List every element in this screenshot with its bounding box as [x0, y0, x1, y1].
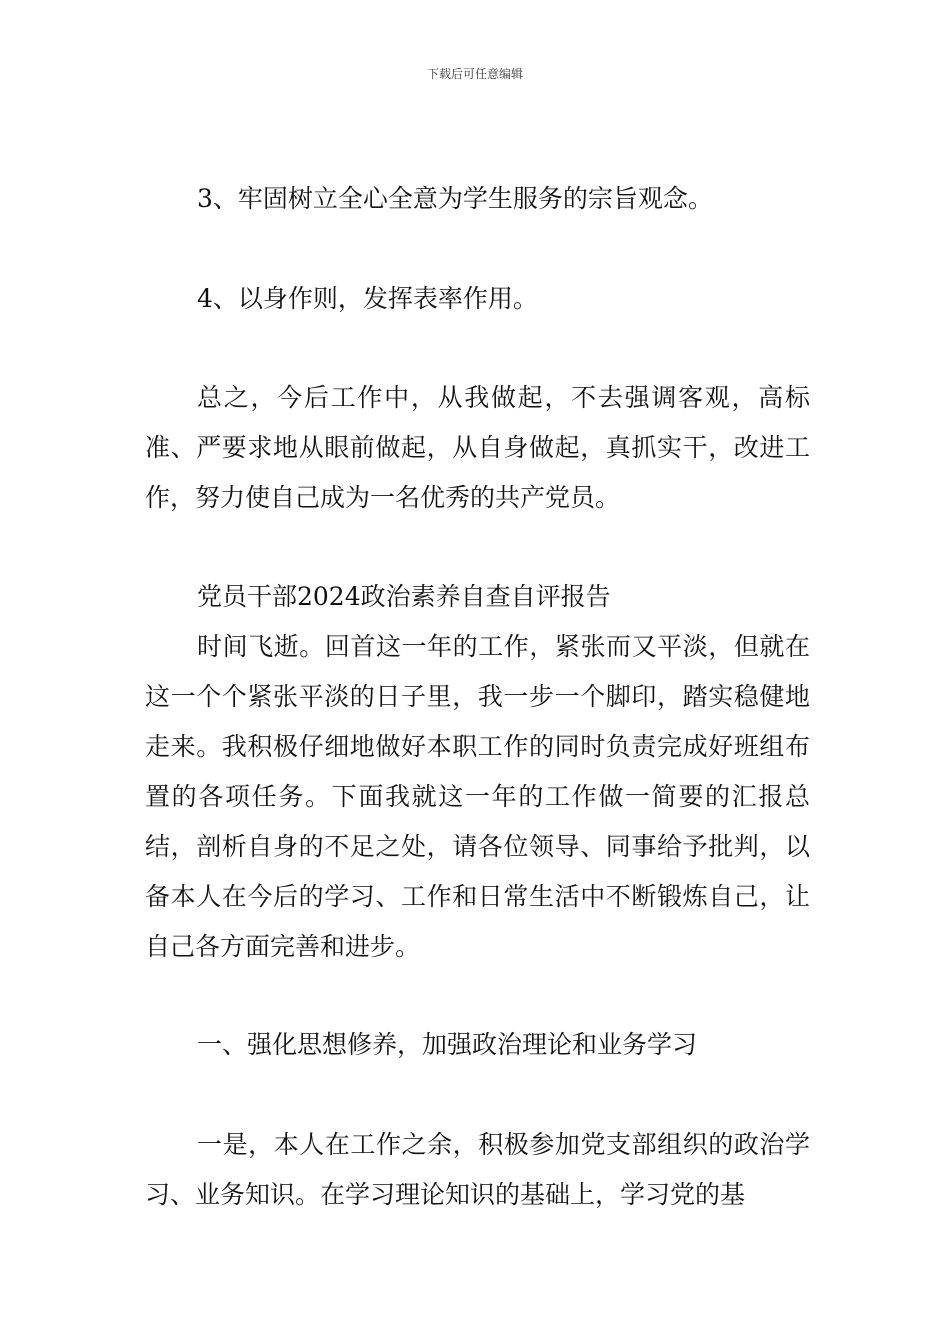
report-title: 党员干部2024政治素养自查自评报告 — [197, 582, 611, 611]
paragraph-conclusion: 总之，今后工作中，从我做起，不去强调客观，高标准、严要求地从眼前做起，从自身做起，真抓实干，改进工作，努力使自己成为一名优秀的共产党员。 — [145, 383, 810, 512]
paragraph-item-3: 3、牢固树立全心全意为学生服务的宗旨观念。 — [197, 184, 713, 213]
paragraph-item-4: 4、以身作则，发挥表率作用。 — [197, 284, 538, 313]
page-header: 下载后可任意编辑 — [426, 67, 523, 81]
paragraph-section-1-body: 一是，本人在工作之余，积极参加党支部组织的政治学习、业务知识。在学习理论知识的基础上，学习党的基 — [145, 1130, 810, 1209]
paragraph-intro: 时间飞逝。回首这一年的工作，紧张而又平淡，但就在这一个个紧张平淡的日子里，我一步一个脚印，踏实稳健地走来。我积极仔细地做好本职工作的同时负责完成好班组布置的各项任务。下面我就这一年的工作做一简要的汇报总结，剖析自身的不足之处，请各位领导、同事给予批判，以备本人在今后的学习、工作和日常生活中不断锻炼自己，让自己各方面完善和进步。 — [145, 632, 810, 961]
section-heading-1: 一、强化思想修养，加强政治理论和业务学习 — [197, 1030, 698, 1059]
